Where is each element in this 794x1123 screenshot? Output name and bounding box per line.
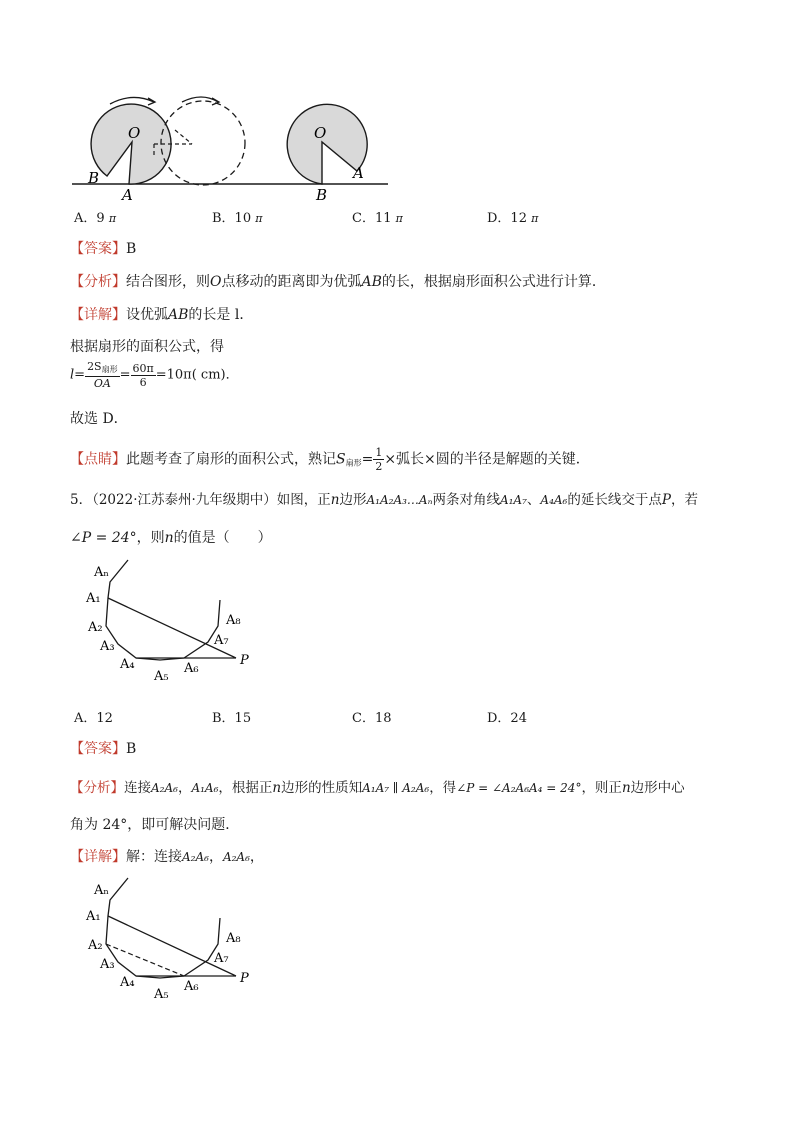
label-b-left: B <box>88 169 100 187</box>
polygon-edges <box>106 560 220 660</box>
q4-formula-intro: 根据扇形的面积公式，得 <box>70 339 224 355</box>
label-a1: A₁ <box>86 909 101 924</box>
label-a6: A₆ <box>184 661 199 676</box>
label-a5: A₅ <box>154 987 169 1002</box>
q4-formula: l= $\frac{2S_{扇形}}{OA}$ = $\frac{60\pi}{6}$ =10π( cm)． <box>70 360 239 390</box>
label-a4: A₄ <box>120 657 135 672</box>
label-p: P <box>240 971 249 986</box>
q5-analysis-line1: 【分析】连接A₂A₆，A₁A₆，根据正n边形的性质知A₁A₇ ∥ A₂A₆，得∠P = ∠A₂A₆A₄ = 24°，则正n边形中心 <box>70 780 685 796</box>
arrow-left-top <box>110 97 154 104</box>
label-a-right: A <box>353 164 364 182</box>
label-a2: A₂ <box>88 620 103 635</box>
q4-detail: 【详解】设优弧AB的长是 l． <box>70 307 254 323</box>
q4-comment: 【点睛】此题考查了扇形的面积公式，熟记$S_{扇形}=$ $\frac{1}{2}$ ×弧长×圆的半径是解题的关键． <box>70 446 590 473</box>
label-a8: A₈ <box>226 931 241 946</box>
label-p: P <box>240 653 249 668</box>
label-a-left: A <box>122 186 133 204</box>
label-o-left: O <box>128 124 141 142</box>
q5-stem-line2: ∠P = 24°，则n的值是（ ） <box>70 530 272 546</box>
q5-stem-line1: 5．（2022·江苏泰州·九年级期中）如图，正n边形A₁A₂A₃…Aₙ两条对角线A₁A₇、A₄A₆的延长线交于点P，若 <box>70 492 698 508</box>
q4-analysis: 【分析】结合图形，则O点移动的距离即为优弧AB的长，根据扇形面积公式进行计算． <box>70 274 606 290</box>
q4-choose: 故选 D． <box>70 411 128 427</box>
polygon-edges <box>106 878 220 978</box>
q4-option-a: A．9 π <box>74 211 117 226</box>
label-o-right: O <box>314 124 327 142</box>
figure-polygon-dashed <box>84 876 264 1006</box>
label-a5: A₅ <box>154 669 169 684</box>
dashed-circle <box>161 101 245 185</box>
q5-answer: 【答案】B <box>70 741 137 757</box>
figure-polygon <box>84 558 264 688</box>
left-sector <box>91 104 171 184</box>
label-a4: A₄ <box>120 975 135 990</box>
label-a7: A₇ <box>214 951 229 966</box>
answer-tag: 【答案】 <box>70 241 126 257</box>
q5-detail: 【详解】解：连接A₂A₆，A₂A₆， <box>70 849 264 865</box>
label-a7: A₇ <box>214 633 229 648</box>
q4-option-c: C．11 π <box>352 211 403 226</box>
label-a3: A₃ <box>100 639 115 654</box>
label-b-right: B <box>316 186 328 204</box>
q5-option-a: A．12 <box>74 711 113 726</box>
q4-answer: 【答案】B <box>70 241 137 257</box>
q4-option-b: B．10 π <box>212 211 263 226</box>
q5-option-b: B．15 <box>212 711 252 726</box>
q4-option-d: D．12 π <box>487 211 539 226</box>
label-a8: A₈ <box>226 613 241 628</box>
label-a1: A₁ <box>86 591 101 606</box>
dashed-a2-a6 <box>106 944 184 976</box>
label-a3: A₃ <box>100 957 115 972</box>
label-an: Aₙ <box>94 565 110 580</box>
label-a6: A₆ <box>184 979 199 994</box>
label-a2: A₂ <box>88 938 103 953</box>
figure-rolling-sector <box>62 92 402 204</box>
q5-option-d: D．24 <box>487 711 527 726</box>
label-an: Aₙ <box>94 883 110 898</box>
q5-option-c: C．18 <box>352 711 392 726</box>
q5-analysis-line2: 角为 24°，即可解决问题． <box>70 817 240 833</box>
